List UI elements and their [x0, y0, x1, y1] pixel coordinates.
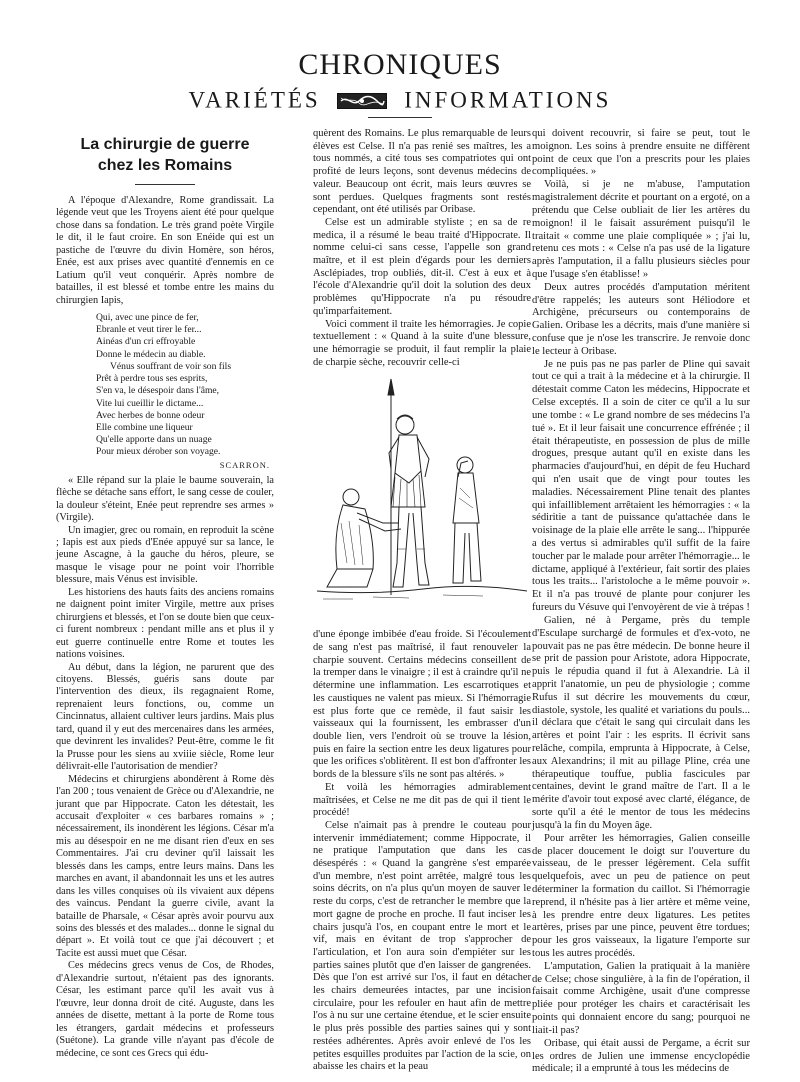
article-title	[56, 134, 274, 176]
ornament-icon	[337, 93, 387, 109]
poem-line: Prêt à perdre tous ses esprits,	[96, 373, 208, 385]
poem-line: Vénus souffrant de voir son fils	[110, 360, 232, 372]
paragraph: Je ne puis pas ne pas parler de Pline qui savait tout ce qui a trait à la médecine et à la chirurgie. Il détestait comme Caton les médecins, Hippocrate et Celse exceptés. Il a soin de citer ce qu'il a lu sur une tombe : « Le grand nombre de ses médecins l'a tué ». Et il leur faisait une concurrence effrénée ; il était thérapeutiste, en possession de plus de mille drogues, presque autant qu'il en existe dans les pharmacies d'aujourd'hui, en dépit de feu Huchard qui n'en usait que de vingt pour toutes les maladies. Nécessairement Pline tenait des plantes qui infailliblement arrêtaient les hémorragies : « la sédiritie a tant de puissance qu'attachée dans le voisinage de la plaie elle arrête le sang... l'hippurée a des vertus si admirables qu'il suffit de la faire toucher par le malade pour arrêter l'hémorragie... le dictame, appliqué à l'extérieur, fait sortir des plaies tous les traits... l'aristoloche a le même pouvoir ». Et il n'a pas trouvé de plante pour conjurer les fureurs du Vésuve qui l'envoyèrent de vie à trépas !	[532, 358, 750, 614]
column-3	[532, 128, 750, 1076]
title-rule	[135, 184, 195, 185]
paragraph: Oribase, qui était aussi de Pergame, a écrit sur les ordres de Julien une immense encyclopédie médicale; il a emprunté à tous les médecins de	[532, 1037, 750, 1075]
paragraph: Galien, né à Pergame, près du temple d'Esculape surchargé de formules et d'ex-voto, ne pouvait pas ne pas être médecin. De bonne heure il se prit de passion pour Aristote, adora Hippocrate, puis le répudia quand il fut à Alexandrie. Là il apprit l'anatomie, un peu de physiologie ; comme Rufus il sut décrire les mouvements du cœur, diastole, systole, les qualité et variations du pouls... il déclara que c'était le sang qui circulait dans les artères et point l'air : les esprits. Il écrivit sans relâche, compila, emprunta à Hippocrate, à Celse, aux Alexandrins; il mit au pillage Pline, créa une thérapeutique touffue, publia fascicules par centaines, devint le grand maître de l'art. Il a le mérite d'avoir tout exposé avec clarté, élégance, de sorte qu'il a été le mentor de tous les médecins jusqu'à la fin du Moyen âge.	[532, 614, 750, 831]
engraving-illustration	[313, 373, 531, 623]
paragraph: Voilà, si je ne m'abuse, l'amputation magistralement décrite et pourtant on a ergoté, on a prétendu que Celse oubliait de lier les artères du moignon! il le faisait assurément puisqu'il le traitait « comme une plaie compliquée » ; j'ai lu, retenu ces mots : « Celse n'a pas usé de la ligature après l'amputation, il a fallu plusieurs siècles pour que l'usage s'en établisse! »	[532, 179, 750, 280]
paragraph: Celse est un admirable styliste ; en sa de re medica, il a résumé le beau traité d'Hippocrate. Il nomme celui-ci sans cesse, l'appelle son grand maître, et il est plein d'égards pour les derniers Asclépiades, trop oubliés, dit-il. C'est à eux et à l'école d'Alexandrie qu'il doit la solution des deux problèmes qu'Hippocrate n'a pu résoudre qu'imparfaitement.	[313, 216, 531, 317]
paragraph: A l'époque d'Alexandre, Rome grandissait. La légende veut que les Troyens aient été pour quelque chose dans sa fondation. Le très grand poète Virgile le dit, il le faut croire. En son Enéide qui est un pastiche de l'œuvre du divin Homère, son héros, Enée, est aux prises avec quantité d'ennemis en ce Latium qu'il veut conquérir. Après nombre de batailles, il est blessé et tombe entre les mains du chirurgien Iapis,	[56, 195, 274, 306]
paragraph: d'une éponge imbibée d'eau froide. Si l'écoulement de sang n'est pas maîtrisé, il faut renouveler la charpie souvent. Certains médecins conseillent de la tremper dans le vinaigre ; il est à craindre qu'il ne détermine une inflammation. Les escarrotiques et les caustiques ne valent pas mieux. Si l'hémorragie est plus forte que ce remède, il faut saisir les vaisseaux qui la fournissent, les embrasser d'un double lien, vers l'endroit où se trouve la lésion, puis en faire la section entre les deux ligatures pour que les orifices s'oblitèrent. Il est bon d'affronter les bords de la blessure s'ils ne sont pas altérés. »	[313, 629, 531, 781]
paragraph: Voici comment il traite les hémorragies. Je copie textuellement : « Quand à la suite d'une blessure, une hémorragie se produit, il faut remplir la plaie de charpie sèche, recouvrir celle-ci	[313, 318, 531, 368]
article-title-line1: La chirurgie de guerre	[80, 136, 250, 153]
paragraph: Deux autres procédés d'amputation méritent d'être rappelés; les auteurs sont Héliodore et Archigène, précurseurs ou contemporains de Galien. Oribase les a décrits, mais d'une manière si confuse que je n'ose les transcrire. Je renvoie donc le lecteur à Oribase.	[532, 281, 750, 357]
header-rule	[368, 117, 432, 118]
page-header	[0, 50, 800, 114]
paragraph: Les historiens des hauts faits des anciens romains ne daignent point imiter Virgile, mettre aux prises chirurgiens et blessés, et l'on se doute bien que ceux-ci furent nombreux : pendant mille ans et plus il y eut guerre continuelle entre Rome et toutes les nations voisines.	[56, 586, 274, 661]
paragraph: « Elle répand sur la plaie le baume souverain, la flèche se détache sans effort, le sang cesse de couler, la douleur s'éteint, Enée peut reprendre ses armes » (Virgile).	[56, 474, 274, 524]
poem-line: Donne le médecin au diable.	[96, 348, 206, 360]
poem-line: Avec herbes de bonne odeur	[96, 409, 205, 421]
subtitle-right: INFORMATIONS	[404, 87, 612, 113]
paragraph: quèrent des Romains. Le plus remarquable de leurs élèves est Celse. Il n'a pas renié ses maîtres, les a tous nommés, a cité tous ses compatriotes qui ont profité de leurs leçons, sont devenus médecins de valeur. Beaucoup ont écrit, mais leurs œuvres se sont perdues. Quelques fragments sont restés cependant, ont été utilisés par Oribase.	[313, 128, 531, 216]
paragraph: Médecins et chirurgiens abondèrent à Rome dès l'an 200 ; tous venaient de Grèce ou d'Alexandrie, ne jurant que par Hippocrate. Caton les détestait, les accusait d'exploiter « ces barbares romains » ; nécessairement, ils inondèrent les légions. César m'a mis au désespoir en ne me disant rien d'eux en ses Commentaires. J'ai cru deviner qu'il laissait les blessés dans les camps, entre leurs mains. Dans les marches en avant, il abandonnait les uns et les autres dans les villes conquises où ils vivaient aux dépens des vaincus. Pendant la guerre civile, avant la bataille de Pharsale, « César après avoir pourvu aux soins des blessés et des malades... donne le signal du départ ». Et voilà tout ce que j'ai découvert ; et Tacite est aussi muet que César.	[56, 773, 274, 959]
column-2	[313, 128, 531, 1074]
poem-signature: SCARRON.	[219, 459, 270, 470]
paragraph: L'amputation, Galien la pratiquait à la manière de Celse; chose singulière, à la fin de l'opération, il faisait comme Archigène, usait d'une compresse pliée pour protéger les chairs et caractérisait les points qui donnaient encore du sang; pourquoi ne liait-il pas?	[532, 960, 750, 1036]
paragraph: Et voilà les hémorragies admirablement maîtrisées, et Celse ne me dit pas de qui il tient le procédé!	[313, 781, 531, 819]
section-subtitle	[0, 86, 800, 114]
paragraph: Un imagier, grec ou romain, en reproduit la scène ; Iapis est aux pieds d'Enée appuyé sur sa lance, le jeune Ascagne, à la gauche du héros, pleure, se masque le visage pour ne point voir l'horrible blessure, mais Vénus est invisible.	[56, 524, 274, 586]
paragraph: Pour arrêter les hémorragies, Galien conseille de placer doucement le doigt sur l'ouverture du vaisseau, de le presser légèrement. Cela suffit quelquefois, avec un peu de patience on peut déterminer la formation du caillot. Si l'hémorragie reprend, il n'hésite pas à lier artère et même veine, à les prendre entre deux ligatures. Les petites artères, prises par une pince, peuvent être tordues; pour les gros vaisseaux, la ligature l'emporte sur tous les autres procédés.	[532, 832, 750, 959]
paragraph: Celse n'aimait pas à prendre le couteau pour intervenir immédiatement; comme Hippocrate, il ne pratique l'amputation que dans les cas désespérés : « Quand la gangrène s'est emparée d'un membre, n'est point arrêtée, malgré tous les soins décrits, on n'a plus qu'un moyen de sauver le reste du corps, c'est de retrancher le membre que la mort gagne de proche en proche. Il faut inciser les chairs jusqu'à l'os, en coupant entre le mort et le vif, mais en évitant de trop s'approcher de l'articulation, et l'on aura soin d'empiéter sur les parties saines plutôt que d'en laisser de gangrenées. Dès que l'on est arrivé sur l'os, il faut en détacher les chairs demeurées intactes, par une incision circulaire, pour les refouler en haut afin de mettre l'os à nu sur une certaine étendue, et le scier ensuite le plus près possible des parties saines qui y sont restées adhérentes. Après avoir enlevé de l'os les petites esquilles produites par l'action de la scie, on abaisse les chairs et la peau	[313, 819, 531, 1073]
paragraph: qui doivent recouvrir, si faire se peut, tout le moignon. Les soins à prendre ensuite ne diffèrent point de ceux que l'on a prescrits pour les plaies compliquées. »	[532, 128, 750, 178]
poem-line: Ainéas d'un cri effroyable	[96, 336, 196, 348]
poem	[96, 312, 274, 471]
poem-line: S'en va, le désespoir dans l'âme,	[96, 385, 220, 397]
poem-line: Qui, avec une pince de fer,	[96, 312, 199, 324]
paragraph: Au début, dans la légion, ne parurent que des citoyens. Blessés, guéris sans doute par l'intervention des dieux, ils regagnaient Rome, reprenaient leurs fonctions, ou, comme un Cincinnatus, allaient cultiver leurs jardins. Mais plus tard, quand il y eut des mercenaires dans les armées, que devinrent les invalides? Peut-être, comme le fit la Prusse pour les siens au xviiie siècle, Rome leur délivrait-elle l'autorisation de mendier?	[56, 661, 274, 773]
poem-line: Ebranle et veut tirer le fer...	[96, 324, 202, 336]
illustration-iapis-aeneas	[313, 373, 531, 623]
poem-line: Vite lui cueillir le dictame...	[96, 397, 204, 409]
subtitle-left: VARIÉTÉS	[188, 87, 321, 113]
column-1	[56, 134, 274, 1060]
article-title-line2: chez les Romains	[97, 157, 233, 174]
section-title: CHRONIQUES	[298, 48, 502, 81]
paragraph: Ces médecins grecs venus de Cos, de Rhodes, d'Alexandrie surtout, n'étaient pas des ignorants. César, les estimant parce qu'il les avait vus à l'œuvre, leur donna droit de cité. Auguste, dans les années de disette, mettant à la porte de Rome tous les étrangers, gardait médecins et professeurs (Suétone). La grande ville n'ayant pas d'école de médecine, ce sont ces Grecs qui édu-	[56, 960, 274, 1059]
poem-line: Pour mieux dérober son voyage.	[96, 446, 221, 458]
poem-line: Elle combine une liqueur	[96, 421, 193, 433]
poem-line: Qu'elle apporte dans un nuage	[96, 434, 212, 446]
